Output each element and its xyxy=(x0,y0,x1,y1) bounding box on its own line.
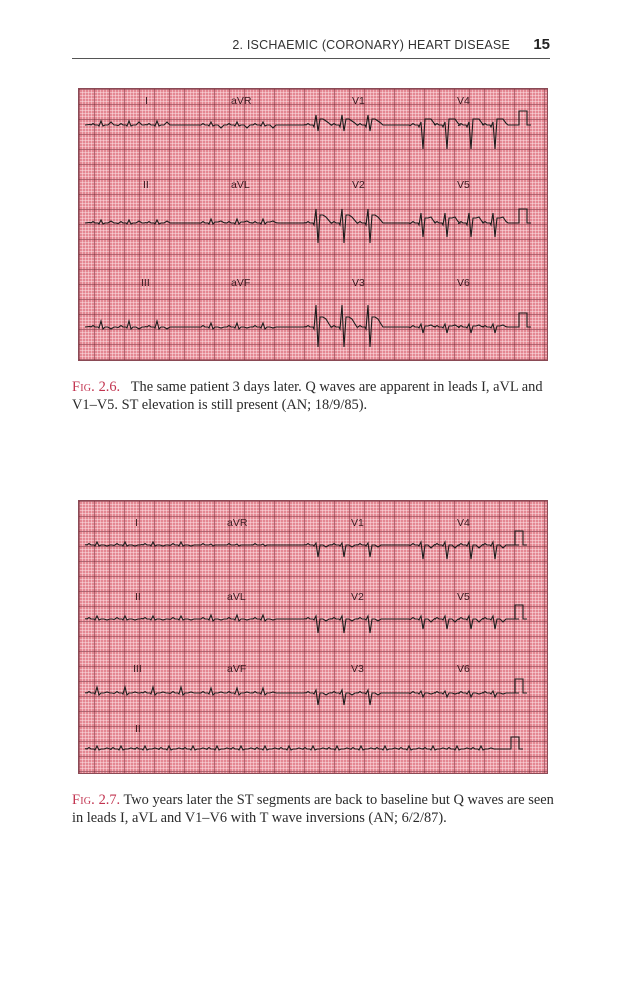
ecg-traces-2-6 xyxy=(79,89,548,361)
lead-label-v4: V4 xyxy=(457,95,470,107)
ecg-trace-rhythm-strip xyxy=(85,737,523,750)
page-number: 15 xyxy=(533,36,550,53)
figure-number: 2.6. xyxy=(98,379,121,395)
lead-label-v5: V5 xyxy=(457,591,470,603)
lead-label-avr: aVR xyxy=(227,517,248,529)
lead-label-avr: aVR xyxy=(231,95,252,107)
ecg-trace-row-3 xyxy=(85,679,527,705)
figure-caption-2-6 xyxy=(72,378,554,414)
lead-label-avl: aVL xyxy=(227,591,246,603)
lead-label-ii: II xyxy=(143,179,149,191)
lead-label-i: I xyxy=(145,95,148,107)
lead-label-ii: II xyxy=(135,591,141,603)
running-header xyxy=(72,36,550,59)
lead-label-v2: V2 xyxy=(351,591,364,603)
ecg-trace-row-1 xyxy=(85,531,527,559)
lead-label-v6: V6 xyxy=(457,663,470,675)
caption-text: The same patient 3 days later. Q waves are apparent in leads I, aVL and V1–V5. ST elevation is still present (AN; 18/9/85). xyxy=(72,379,543,413)
lead-label-avf: aVF xyxy=(227,663,247,675)
ecg-figure-2-6 xyxy=(78,88,548,361)
ecg-trace-row-2 xyxy=(85,209,531,243)
running-title: 2. ISCHAEMIC (CORONARY) HEART DISEASE xyxy=(232,38,510,52)
lead-label-v4: V4 xyxy=(457,517,470,529)
lead-label-v3: V3 xyxy=(351,663,364,675)
lead-label-iii: III xyxy=(141,277,150,289)
ecg-traces-2-7 xyxy=(79,501,548,774)
ecg-trace-row-2 xyxy=(85,605,527,633)
lead-label-v3: V3 xyxy=(352,277,365,289)
figure-caption-2-7 xyxy=(72,791,554,827)
lead-label-v5: V5 xyxy=(457,179,470,191)
lead-label-rhythm-ii: II xyxy=(135,723,141,735)
caption-text: Two years later the ST segments are back to baseline but Q waves are seen in leads I, aVL and V1–V6 with T wave inversions (AN; 6/2/87). xyxy=(72,792,554,826)
ecg-figure-2-7 xyxy=(78,500,548,774)
ecg-trace-row-3 xyxy=(85,305,531,347)
lead-label-iii: III xyxy=(133,663,142,675)
figure-number: 2.7. xyxy=(98,792,121,808)
lead-label-avl: aVL xyxy=(231,179,250,191)
figure-label: Fig. xyxy=(72,379,95,395)
lead-label-i: I xyxy=(135,517,138,529)
ecg-trace-row-1 xyxy=(85,111,531,149)
figure-label: Fig. xyxy=(72,792,95,808)
lead-label-v1: V1 xyxy=(351,517,364,529)
lead-label-avf: aVF xyxy=(231,277,251,289)
lead-label-v6: V6 xyxy=(457,277,470,289)
lead-label-v1: V1 xyxy=(352,95,365,107)
lead-label-v2: V2 xyxy=(352,179,365,191)
